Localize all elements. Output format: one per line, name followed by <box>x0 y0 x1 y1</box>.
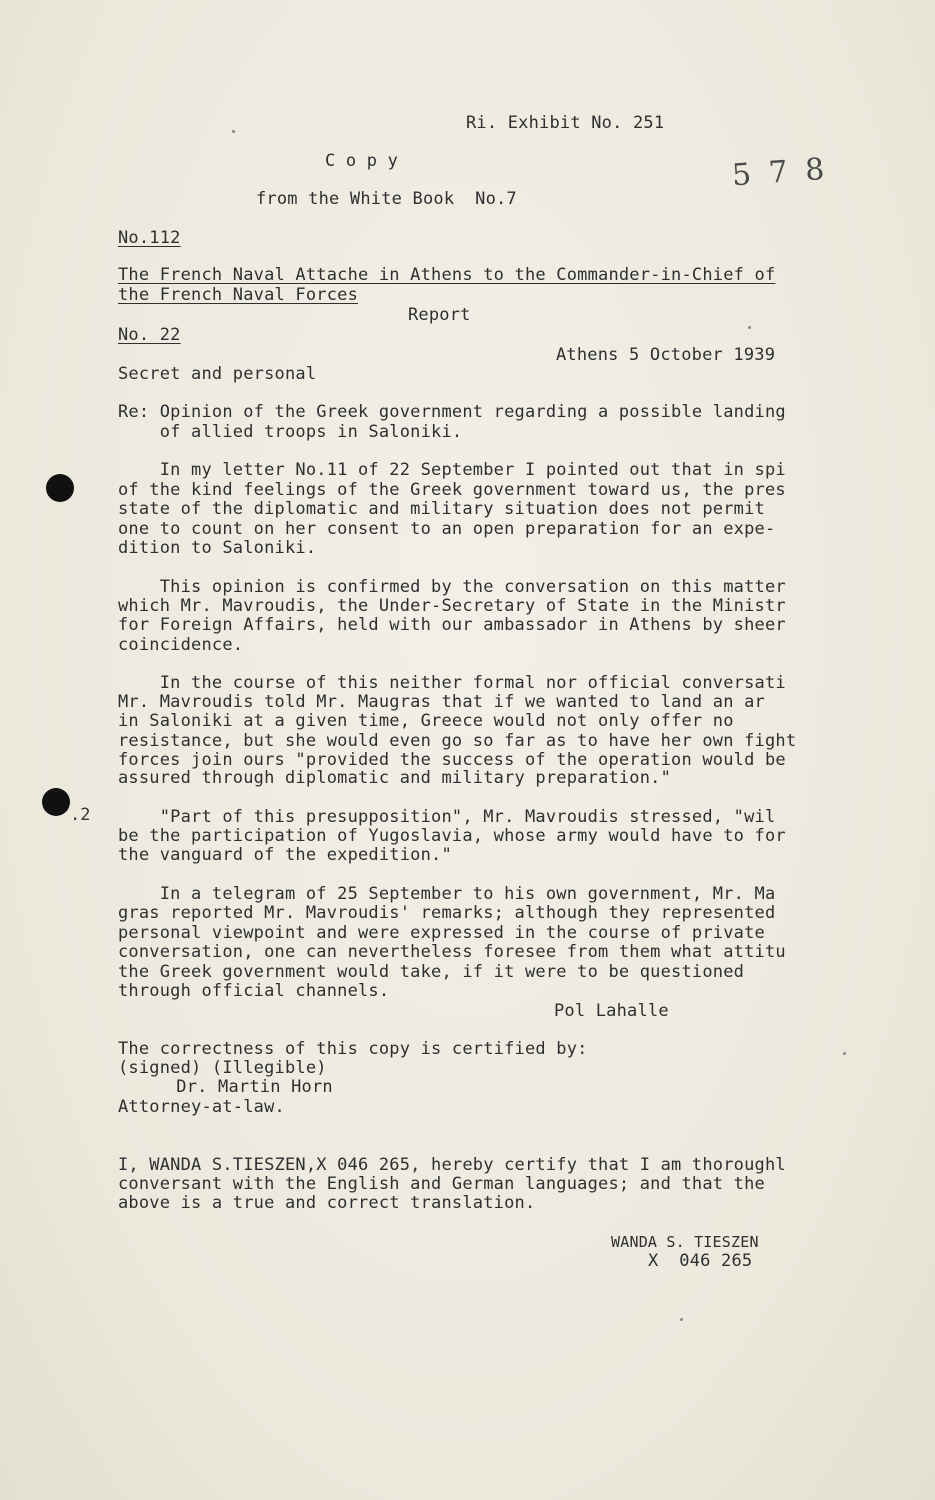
para3-line: in Saloniki at a given time, Greece would not only offer no <box>118 711 734 731</box>
signature: Pol Lahalle <box>554 1001 669 1021</box>
para5-line: personal viewpoint and were expressed in the course of private <box>118 923 765 943</box>
re-line-1: Re: Opinion of the Greek government regarding a possible landing <box>118 402 786 422</box>
punch-hole-top <box>46 474 74 502</box>
para2-line: coincidence. <box>118 635 244 655</box>
heading-line-1: The French Naval Attache in Athens to the Commander-in-Chief of <box>118 265 776 285</box>
translator-line: above is a true and correct translation. <box>118 1193 536 1213</box>
certification-line-3: Dr. Martin Horn <box>145 1077 333 1097</box>
classification: Secret and personal <box>118 364 317 384</box>
para4-line: be the participation of Yugoslavia, whose army would have to for <box>118 826 786 846</box>
translator-id: X 046 265 <box>648 1251 753 1271</box>
certification-line-1: The correctness of this copy is certified by: <box>118 1039 588 1059</box>
source-label: from the White Book No.7 <box>256 189 517 209</box>
para5-line: In a telegram of 25 September to his own government, Mr. Ma <box>118 884 776 904</box>
para3-line: assured through diplomatic and military preparation." <box>118 768 672 788</box>
report-label: Report <box>408 305 471 325</box>
place-date: Athens 5 October 1939 <box>556 345 776 365</box>
translator-line: conversant with the English and German languages; and that the <box>118 1174 765 1194</box>
paper-speck <box>843 1052 846 1055</box>
paper-speck <box>232 130 235 133</box>
para1-line: state of the diplomatic and military situation does not permit <box>118 499 765 519</box>
para3-line: forces join ours "provided the success of the operation would be <box>118 750 786 770</box>
certification-line-4: Attorney-at-law. <box>118 1097 285 1117</box>
punch-hole-bottom <box>42 788 70 816</box>
paper-speck <box>748 326 751 329</box>
re-line-2: of allied troops in Saloniki. <box>118 422 463 442</box>
para5-line: the Greek government would take, if it were to be questioned <box>118 962 745 982</box>
para4-line: the vanguard of the expedition." <box>118 845 452 865</box>
para3-line: In the course of this neither formal nor official conversati <box>118 673 786 693</box>
para5-line: conversation, one can nevertheless foresee from them what attitu <box>118 942 786 962</box>
paper-speck <box>680 1318 683 1321</box>
translator-line: I, WANDA S.TIESZEN,X 046 265, hereby certify that I am thoroughl <box>118 1155 786 1175</box>
heading-line-2: the French Naval Forces <box>118 285 359 305</box>
para5-line: through official channels. <box>118 981 390 1001</box>
report-number: No. 22 <box>118 325 181 345</box>
para2-line: This opinion is confirmed by the conversation on this matter <box>118 577 786 597</box>
para2-line: which Mr. Mavroudis, the Under-Secretary of State in the Ministr <box>118 596 786 616</box>
para1-line: In my letter No.11 of 22 September I pointed out that in spi <box>118 460 786 480</box>
translator-name: WANDA S. TIESZEN <box>611 1233 759 1251</box>
document-number: No.112 <box>118 228 181 248</box>
para1-line: of the kind feelings of the Greek government toward us, the pres <box>118 480 786 500</box>
handwritten-page-number: 5 7 8 <box>730 151 830 194</box>
certification-line-2: (signed) (Illegible) <box>118 1058 327 1078</box>
para1-line: one to count on her consent to an open preparation for an expe- <box>118 519 776 539</box>
page-mark: .2 <box>70 805 91 825</box>
exhibit-label: Ri. Exhibit No. 251 <box>466 113 665 133</box>
para2-line: for Foreign Affairs, held with our ambassador in Athens by sheer <box>118 615 786 635</box>
para4-line: "Part of this presupposition", Mr. Mavroudis stressed, "wil <box>118 807 776 827</box>
para3-line: resistance, but she would even go so far as to have her own fight <box>118 731 797 751</box>
copy-label: C o p y <box>325 151 399 171</box>
para1-line: dition to Saloniki. <box>118 538 317 558</box>
para3-line: Mr. Mavroudis told Mr. Maugras that if we wanted to land an ar <box>118 692 765 712</box>
para5-line: gras reported Mr. Mavroudis' remarks; although they represented <box>118 903 776 923</box>
